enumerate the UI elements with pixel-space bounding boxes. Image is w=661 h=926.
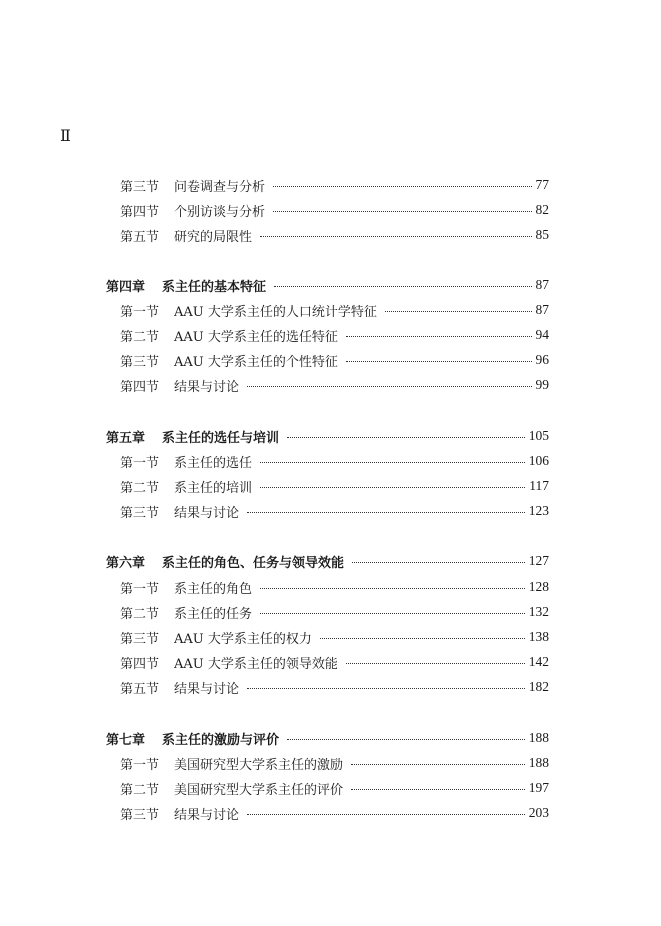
page-ref: 188	[528, 755, 549, 770]
section-title: AAU 大学系主任的选任特征	[174, 329, 338, 345]
dot-leader	[287, 437, 525, 438]
section-number: 第四节	[120, 204, 160, 220]
section-number: 第四节	[120, 379, 160, 395]
page-ref: 127	[528, 553, 549, 568]
section-title: 系主任的培训	[174, 480, 253, 496]
toc-entry-chapter[interactable]	[106, 551, 549, 571]
page-ref: 87	[535, 277, 549, 292]
page-ref: 96	[535, 352, 549, 367]
chapter-number: 第六章	[106, 555, 146, 571]
page-ref: 87	[535, 302, 549, 317]
section-number: 第一节	[120, 304, 160, 320]
section-title: AAU 大学系主任的人口统计学特征	[174, 304, 377, 320]
section-title: 美国研究型大学系主任的激励	[174, 757, 344, 773]
section-number: 第五节	[120, 681, 160, 697]
section-number: 第一节	[120, 581, 160, 597]
page-ref: 85	[535, 227, 549, 242]
section-number: 第三节	[120, 354, 160, 370]
section-title: AAU 大学系主任的个性特征	[174, 354, 338, 370]
dot-leader	[346, 336, 532, 337]
section-number: 第三节	[120, 807, 160, 823]
toc-entry-section[interactable]	[120, 501, 549, 521]
page-ref: 106	[528, 453, 549, 468]
page-ref: 94	[535, 327, 549, 342]
section-number: 第二节	[120, 606, 160, 622]
chapter-title: 系主任的选任与培训	[162, 430, 280, 446]
section-title: 问卷调查与分析	[174, 179, 266, 195]
dot-leader	[273, 186, 531, 187]
page-ref: 128	[528, 579, 549, 594]
dot-leader	[273, 211, 531, 212]
dot-leader	[274, 286, 531, 287]
toc-entry-section[interactable]	[120, 175, 549, 195]
dot-leader	[247, 814, 525, 815]
toc-entry-section[interactable]	[120, 300, 549, 320]
page-ref: 82	[535, 202, 549, 217]
toc-entry-section[interactable]	[120, 325, 549, 345]
section-title: 系主任的角色	[174, 581, 253, 597]
toc-entry-section[interactable]	[120, 350, 549, 370]
dot-leader	[287, 739, 525, 740]
chapter-title: 系主任的角色、任务与领导效能	[162, 555, 345, 571]
section-title: 结果与讨论	[174, 379, 240, 395]
page-ref: 203	[528, 805, 549, 820]
section-number: 第四节	[120, 656, 160, 672]
page-ref: 132	[528, 604, 549, 619]
section-title: 结果与讨论	[174, 505, 240, 521]
section-number: 第五节	[120, 229, 160, 245]
page-ref: 197	[528, 780, 549, 795]
chapter-title: 系主任的基本特征	[162, 279, 267, 295]
toc-entry-section[interactable]	[120, 602, 549, 622]
section-title: AAU 大学系主任的领导效能	[174, 656, 338, 672]
dot-leader	[260, 487, 525, 488]
section-number: 第三节	[120, 505, 160, 521]
dot-leader	[346, 663, 525, 664]
page-ref: 105	[528, 428, 549, 443]
chapter-number: 第七章	[106, 732, 146, 748]
toc-entry-section[interactable]	[120, 627, 549, 647]
dot-leader	[260, 588, 525, 589]
page-ref: 142	[528, 654, 549, 669]
dot-leader	[260, 613, 525, 614]
dot-leader	[260, 236, 531, 237]
page-ref: 188	[528, 730, 549, 745]
dot-leader	[352, 562, 525, 563]
section-number: 第一节	[120, 757, 160, 773]
chapter-number: 第五章	[106, 430, 146, 446]
toc-entry-chapter[interactable]	[106, 426, 549, 446]
section-number: 第三节	[120, 179, 160, 195]
toc-entry-chapter[interactable]	[106, 728, 549, 748]
toc-entry-section[interactable]	[120, 577, 549, 597]
toc-entry-section[interactable]	[120, 803, 549, 823]
toc-entry-section[interactable]	[120, 778, 549, 798]
section-title: 研究的局限性	[174, 229, 253, 245]
dot-leader	[351, 789, 525, 790]
dot-leader	[247, 512, 525, 513]
dot-leader	[247, 688, 525, 689]
section-number: 第二节	[120, 480, 160, 496]
page-number: Ⅱ	[60, 128, 71, 145]
dot-leader	[260, 462, 525, 463]
page-ref: 77	[535, 177, 549, 192]
section-number: 第一节	[120, 455, 160, 471]
section-title: 系主任的选任	[174, 455, 253, 471]
section-title: 美国研究型大学系主任的评价	[174, 782, 344, 798]
section-title: AAU 大学系主任的权力	[174, 631, 312, 647]
dot-leader	[346, 361, 532, 362]
section-title: 个别访谈与分析	[174, 204, 266, 220]
dot-leader	[351, 764, 525, 765]
toc-entry-section[interactable]	[120, 375, 549, 395]
toc-entry-section[interactable]	[120, 451, 549, 471]
page-ref: 138	[528, 629, 549, 644]
dot-leader	[385, 311, 532, 312]
section-title: 系主任的任务	[174, 606, 253, 622]
chapter-title: 系主任的激励与评价	[162, 732, 280, 748]
dot-leader	[320, 638, 525, 639]
toc-entry-section[interactable]	[120, 677, 549, 697]
toc-entry-chapter[interactable]	[106, 275, 549, 295]
page-ref: 99	[535, 377, 549, 392]
page-ref: 123	[528, 503, 549, 518]
toc-entry-section[interactable]	[120, 200, 549, 220]
toc-entry-section[interactable]	[120, 225, 549, 245]
chapter-number: 第四章	[106, 279, 146, 295]
toc-entry-section[interactable]	[120, 652, 549, 672]
section-title: 结果与讨论	[174, 807, 240, 823]
section-number: 第二节	[120, 782, 160, 798]
section-number: 第二节	[120, 329, 160, 345]
dot-leader	[247, 386, 531, 387]
toc-entry-section[interactable]	[120, 476, 549, 496]
page-ref: 182	[528, 679, 549, 694]
section-title: 结果与讨论	[174, 681, 240, 697]
section-number: 第三节	[120, 631, 160, 647]
toc-entry-section[interactable]	[120, 753, 549, 773]
page-ref: 117	[529, 478, 549, 493]
